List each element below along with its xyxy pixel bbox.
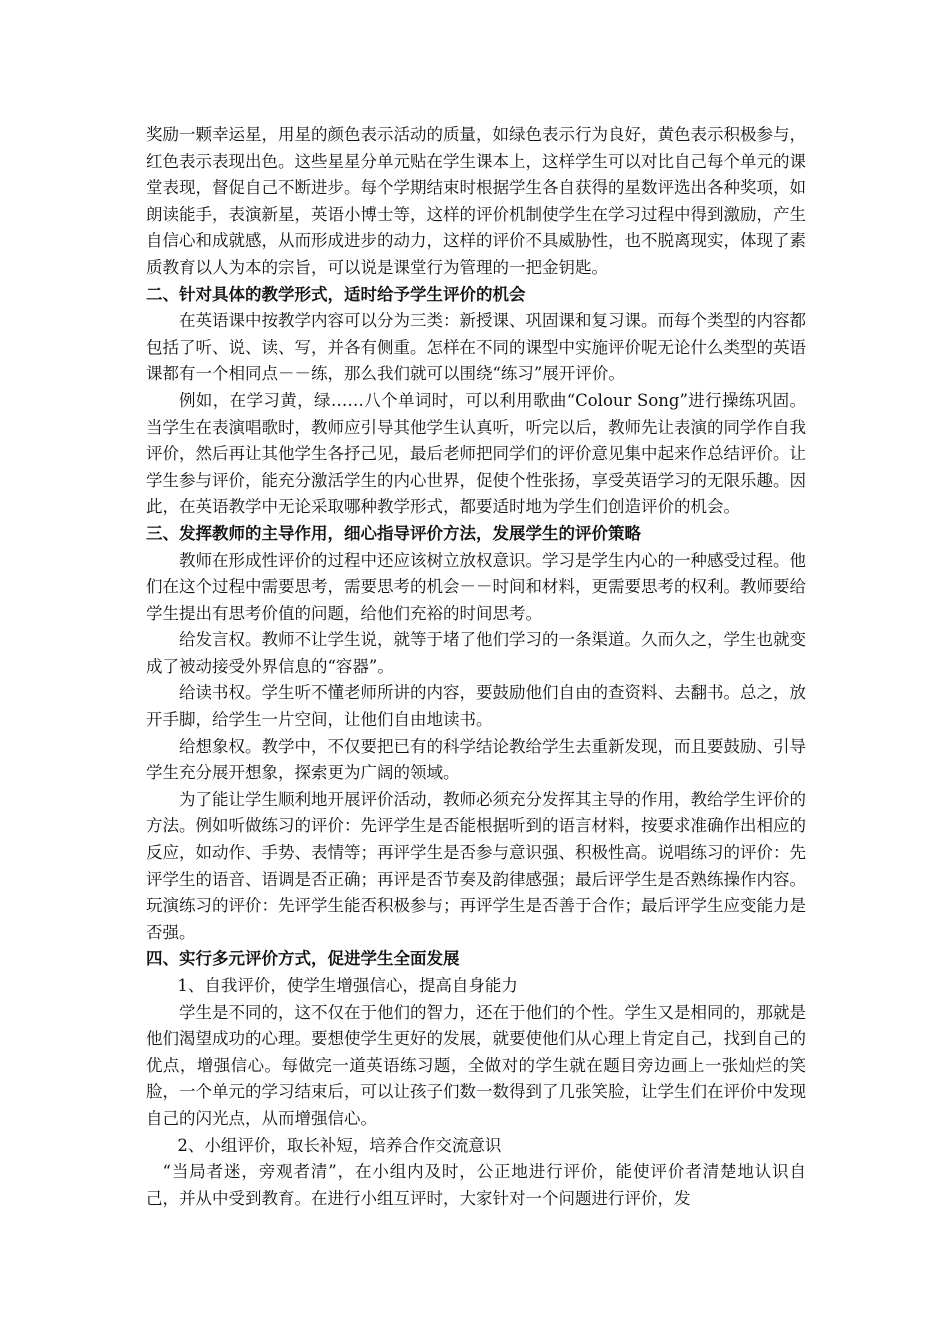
paragraph-empowerment: 教师在形成性评价的过程中还应该树立放权意识。学习是学生内心的一种感受过程。他们在这个过程中需要思考，需要思考的机会－－时间和材料，更需要思考的权利。教师要给学生提出有思考价值的问题，给他们充裕的时间思考。 (146, 550, 806, 623)
subheading-group-evaluation: 2、小组评价，取长补短，培养合作交流意识 (177, 1135, 502, 1155)
section-heading-4: 四、实行多元评价方式，促进学生全面发展 (146, 949, 460, 969)
paragraph-lesson-types: 在英语课中按教学内容可以分为三类：新授课、巩固课和复习课。而每个类型的内容都包括了听、说、读、写，并各有侧重。怎样在不同的课型中实施评价呢无论什么类型的英语课都有一个相同点－－练，那么我们就可以围绕“练习”展开评价。 (146, 311, 806, 384)
paragraph-group-evaluation: “当局者迷，旁观者清”，在小组内及时，公正地进行评价，能使评价者清楚地认识自己，并从中受到教育。在进行小组互评时，大家针对一个问题进行评价，发 (146, 1162, 806, 1208)
paragraph-self-evaluation: 学生是不同的，这不仅在于他们的智力，还在于他们的个性。学生又是相同的，那就是他们渴望成功的心理。要想使学生更好的发展，就要使他们从心理上肯定自己，找到自己的优点，增强信心。每做完一道英语练习题，全做对的学生就在题目旁边画上一张灿烂的笑脸，一个单元的学习结束后，可以让孩子们数一数得到了几张笑脸，让学生们在评价中发现自己的闪光点，从而增强信心。 (146, 1002, 806, 1128)
section-heading-2: 二、针对具体的教学形式，适时给予学生评价的机会 (146, 284, 526, 304)
subheading-self-evaluation: 1、自我评价，使学生增强信心，提高自身能力 (177, 976, 518, 995)
paragraph-colour-song: 例如，在学习黄，绿……八个单词时，可以利用歌曲“Colour Song”进行操练巩固。当学生在表演唱歌时，教师应引导其他学生认真听，听完以后，教师先让表演的同学作自我评价，然后再让其他学生各抒己见，最后老师把同学们的评价意见集中起来作总结评价。让学生参与评价，能充分激活学生的内心世界，促使个性张扬，享受英语学习的无限乐趣。因此，在英语教学中无论采取哪种教学形式，都要适时地为学生们创造评价的机会。 (146, 390, 806, 517)
section-heading-3: 三、发挥教师的主导作用，细心指导评价方法，发展学生的评价策略 (146, 523, 641, 543)
paragraph-right-to-imagine: 给想象权。教学中，不仅要把已有的科学结论教给学生去重新发现，而且要鼓励、引导学生充分展开想象，探索更为广阔的领域。 (146, 736, 806, 783)
paragraph-evaluation-methods: 为了能让学生顺利地开展评价活动，教师必须充分发挥其主导的作用，教给学生评价的方法。例如听做练习的评价：先评学生是否能根据听到的语言材料，按要求准确作出相应的反应，如动作、手势、表情等；再评学生是否参与意识强、积极性高。说唱练习的评价：先评学生的语音、语调是否正确；再评是否节奏及韵律感强；最后评学生是否熟练操作内容。玩演练习的评价：先评学生能否积极参与；再评学生是否善于合作；最后评学生应变能力是否强。 (146, 789, 806, 942)
paragraph-right-to-read: 给读书权。学生听不懂老师所讲的内容，要鼓励他们自由的查资料、去翻书。总之，放开手脚，给学生一片空间，让他们自由地读书。 (146, 683, 806, 730)
paragraph-star-reward: 奖励一颗幸运星，用星的颜色表示活动的质量，如绿色表示行为良好，黄色表示积极参与，红色表示表现出色。这些星星分单元贴在学生课本上，这样学生可以对比自己每个单元的课堂表现，督促自己不断进步。每个学期结束时根据学生各自获得的星数评选出各种奖项，如朗读能手，表演新星，英语小博士等，这样的评价机制使学生在学习过程中得到激励，产生自信心和成就感，从而形成进步的动力，这样的评价不具威胁性，也不脱离现实，体现了素质教育以人为本的宗旨，可以说是课堂行为管理的一把金钥匙。 (146, 125, 806, 277)
document-page (146, 122, 806, 1212)
paragraph-right-to-speak: 给发言权。教师不让学生说，就等于堵了他们学习的一条渠道。久而久之，学生也就变成了被动接受外界信息的“容器”。 (146, 630, 806, 676)
